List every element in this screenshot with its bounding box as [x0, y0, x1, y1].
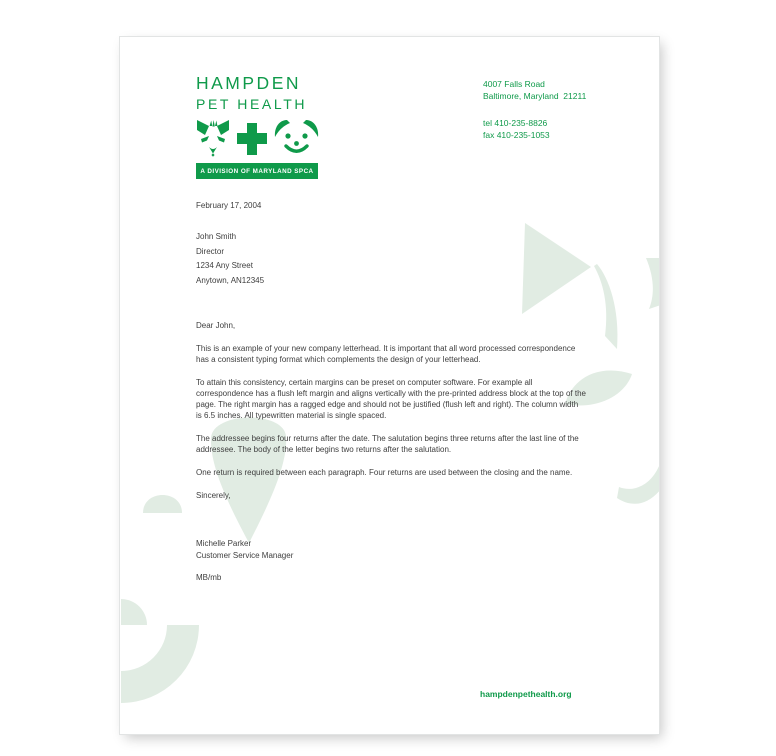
paragraph-3: The addressee begins four returns after the date. The salutation begins three returns after the last line of the addressee. The body of the letter begins two returns after the salutation. [196, 434, 579, 454]
website-link: hampdenpethealth.org [480, 689, 572, 699]
brand-logo [196, 73, 319, 179]
paragraph-4: One return is required between each paragraph. Four returns are used between the closing and the name. [196, 468, 573, 477]
watermark-dog-eye-dome [143, 495, 182, 513]
logo-icon-row [196, 119, 319, 159]
watermark-dog-smile-disc [121, 599, 147, 625]
medical-cross-icon [237, 123, 267, 155]
letter-body [196, 320, 586, 583]
watermark-cat-ear-blade [594, 264, 617, 349]
paragraph-2: To attain this consistency, certain margins can be preset on computer software. For example all correspondence has a flush left margin and aligns vertically with the pre-printed address block at the top of the page. The right margin has a ragged edge and should not be justified (flush left and right). The column width is 6.5 inches. All typewritten material is single spaced. [196, 378, 586, 420]
paragraph-1: This is an example of your new company letterhead. It is important that all word processed correspondence has a consistent typing format which complements the design of your letterhead. [196, 344, 576, 364]
reference-initials: MB/mb [196, 573, 222, 582]
brand-name-line2: PET HEALTH [196, 96, 308, 112]
closing: Sincerely, [196, 491, 231, 500]
recipient-street: 1234 Any Street [196, 261, 253, 270]
cat-icon [196, 120, 230, 158]
signature-block [196, 538, 586, 562]
recipient-title: Director [196, 246, 225, 256]
letter-date: February 17, 2004 [196, 201, 262, 210]
contact-spacer [483, 102, 586, 117]
phone-line: tel 410-235-8826 [483, 118, 548, 128]
salutation: Dear John, [196, 321, 236, 330]
address-line2: Baltimore, Maryland 21211 [483, 91, 587, 101]
recipient-name: John Smith [196, 232, 237, 241]
watermark-cat-ear-triangle [522, 223, 591, 314]
letterhead-page [119, 36, 660, 735]
signer-name: Michelle Parker [196, 539, 252, 548]
signer-title: Customer Service Manager [196, 551, 294, 560]
dog-icon [274, 119, 319, 159]
address-line1: 4007 Falls Road [483, 79, 545, 89]
watermark-dog-smile-arc [121, 625, 199, 703]
contact-block [483, 78, 586, 141]
division-banner: A DIVISION OF MARYLAND SPCA [196, 163, 318, 179]
recipient-city: Anytown, AN12345 [196, 275, 265, 285]
watermark-cat-swoosh [617, 461, 660, 504]
watermark-cat-edge-wedge [646, 258, 660, 309]
brand-name-line1: HAMPDEN [196, 73, 302, 93]
recipient-block [196, 230, 264, 288]
fax-line: fax 410-235-1053 [483, 130, 550, 140]
